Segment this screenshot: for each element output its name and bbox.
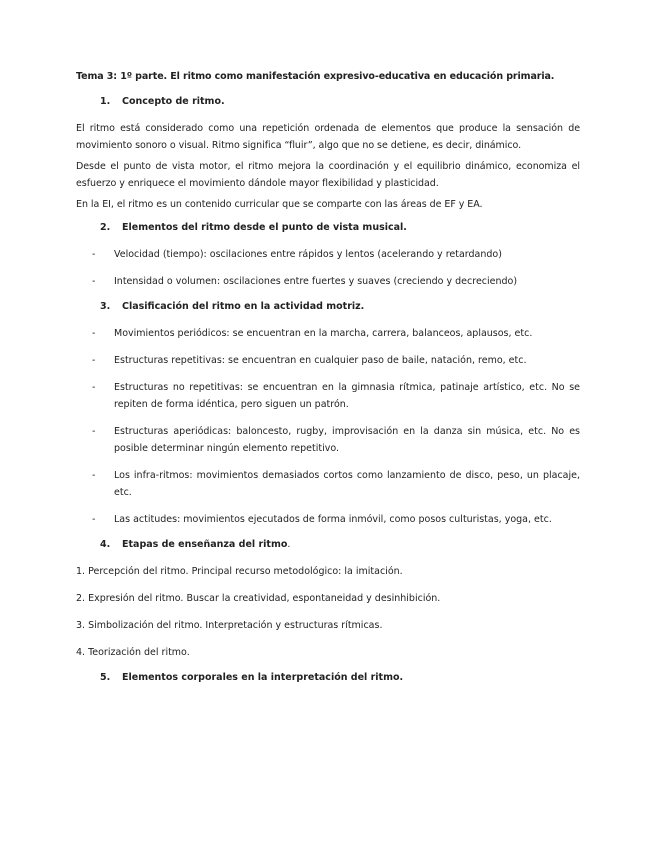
document-title: Tema 3: 1º parte. El ritmo como manifestación expresivo-educativa en educación primaria. bbox=[76, 71, 555, 82]
bullet-dash: - bbox=[92, 470, 96, 481]
bullet-dash: - bbox=[92, 249, 96, 260]
section-title: Concepto de ritmo. bbox=[122, 96, 225, 107]
list-item bbox=[76, 379, 580, 413]
bullet-dash: - bbox=[92, 276, 96, 287]
list-item: 3. Simbolización del ritmo. Interpretación y estructuras rítmicas. bbox=[76, 620, 383, 631]
list-item bbox=[76, 246, 580, 263]
list-item-text: Velocidad (tiempo): oscilaciones entre rápidos y lentos (acelerando y retardando) bbox=[114, 249, 502, 260]
etapas-list bbox=[76, 563, 580, 661]
document-body bbox=[76, 70, 580, 696]
list-item-text: Los infra-ritmos: movimientos demasiados cortos como lanzamiento de disco, peso, un placaje, etc. bbox=[114, 470, 580, 498]
section-title: Elementos del ritmo desde el punto de vista musical. bbox=[122, 222, 407, 233]
list-item-text: Estructuras repetitivas: se encuentran en cualquier paso de baile, natación, remo, etc. bbox=[114, 355, 527, 366]
section-number: 1. bbox=[100, 96, 111, 107]
paragraph: En la EI, el ritmo es un contenido curricular que se comparte con las áreas de EF y EA. bbox=[76, 199, 483, 210]
clasificacion-list bbox=[76, 325, 580, 528]
list-item bbox=[76, 273, 580, 290]
bullet-dash: - bbox=[92, 328, 96, 339]
section-heading-3 bbox=[76, 300, 580, 314]
section-title: Clasificación del ritmo en la actividad motriz. bbox=[122, 301, 365, 312]
list-item-text: Intensidad o volumen: oscilaciones entre fuertes y suaves (creciendo y decreciendo) bbox=[114, 276, 518, 287]
section-number: 3. bbox=[100, 301, 111, 312]
paragraph: Desde el punto de vista motor, el ritmo mejora la coordinación y el equilibrio dinámico, economiza el esfuerzo y enriquece el movimiento dándole mayor flexibilidad y plasticidad. bbox=[76, 161, 580, 189]
section-heading-5 bbox=[76, 671, 580, 685]
list-item: 2. Expresión del ritmo. Buscar la creatividad, espontaneidad y desinhibición. bbox=[76, 593, 441, 604]
bullet-dash: - bbox=[92, 514, 96, 525]
list-item: 1. Percepción del ritmo. Principal recurso metodológico: la imitación. bbox=[76, 566, 403, 577]
list-item: 4. Teorización del ritmo. bbox=[76, 647, 190, 658]
list-item bbox=[76, 423, 580, 457]
bullet-dash: - bbox=[92, 382, 96, 393]
section-number: 4. bbox=[100, 539, 111, 550]
section-title: Etapas de enseñanza del ritmo bbox=[122, 539, 288, 550]
bullet-dash: - bbox=[92, 426, 96, 437]
list-item bbox=[76, 467, 580, 501]
section-number: 2. bbox=[100, 222, 111, 233]
section-heading-4 bbox=[76, 538, 580, 552]
list-item bbox=[76, 352, 580, 369]
section-heading-2 bbox=[76, 221, 580, 235]
paragraph: El ritmo está considerado como una repetición ordenada de elementos que produce la sensación de movimiento sonoro o visual. Ritmo significa “fluir”, algo que no se detiene, es decir, dinámico. bbox=[76, 123, 580, 151]
elementos-list bbox=[76, 246, 580, 290]
list-item-text: Las actitudes: movimientos ejecutados de forma inmóvil, como posos culturistas, yoga, etc. bbox=[114, 514, 552, 525]
bullet-dash: - bbox=[92, 355, 96, 366]
section-heading-1 bbox=[76, 95, 580, 109]
section-number: 5. bbox=[100, 672, 111, 683]
list-item bbox=[76, 511, 580, 528]
list-item bbox=[76, 325, 580, 342]
section-title: Elementos corporales en la interpretación del ritmo. bbox=[122, 672, 404, 683]
section-title-tail: . bbox=[287, 539, 291, 550]
list-item-text: Estructuras no repetitivas: se encuentran en la gimnasia rítmica, patinaje artístico, etc. No se repiten de forma idéntica, pero siguen un patrón. bbox=[114, 382, 580, 410]
list-item-text: Estructuras aperiódicas: baloncesto, rugby, improvisación en la danza sin música, etc. No es posible determinar ningún elemento repetitivo. bbox=[114, 426, 580, 454]
list-item-text: Movimientos periódicos: se encuentran en la marcha, carrera, balanceos, aplausos, etc. bbox=[114, 328, 533, 339]
